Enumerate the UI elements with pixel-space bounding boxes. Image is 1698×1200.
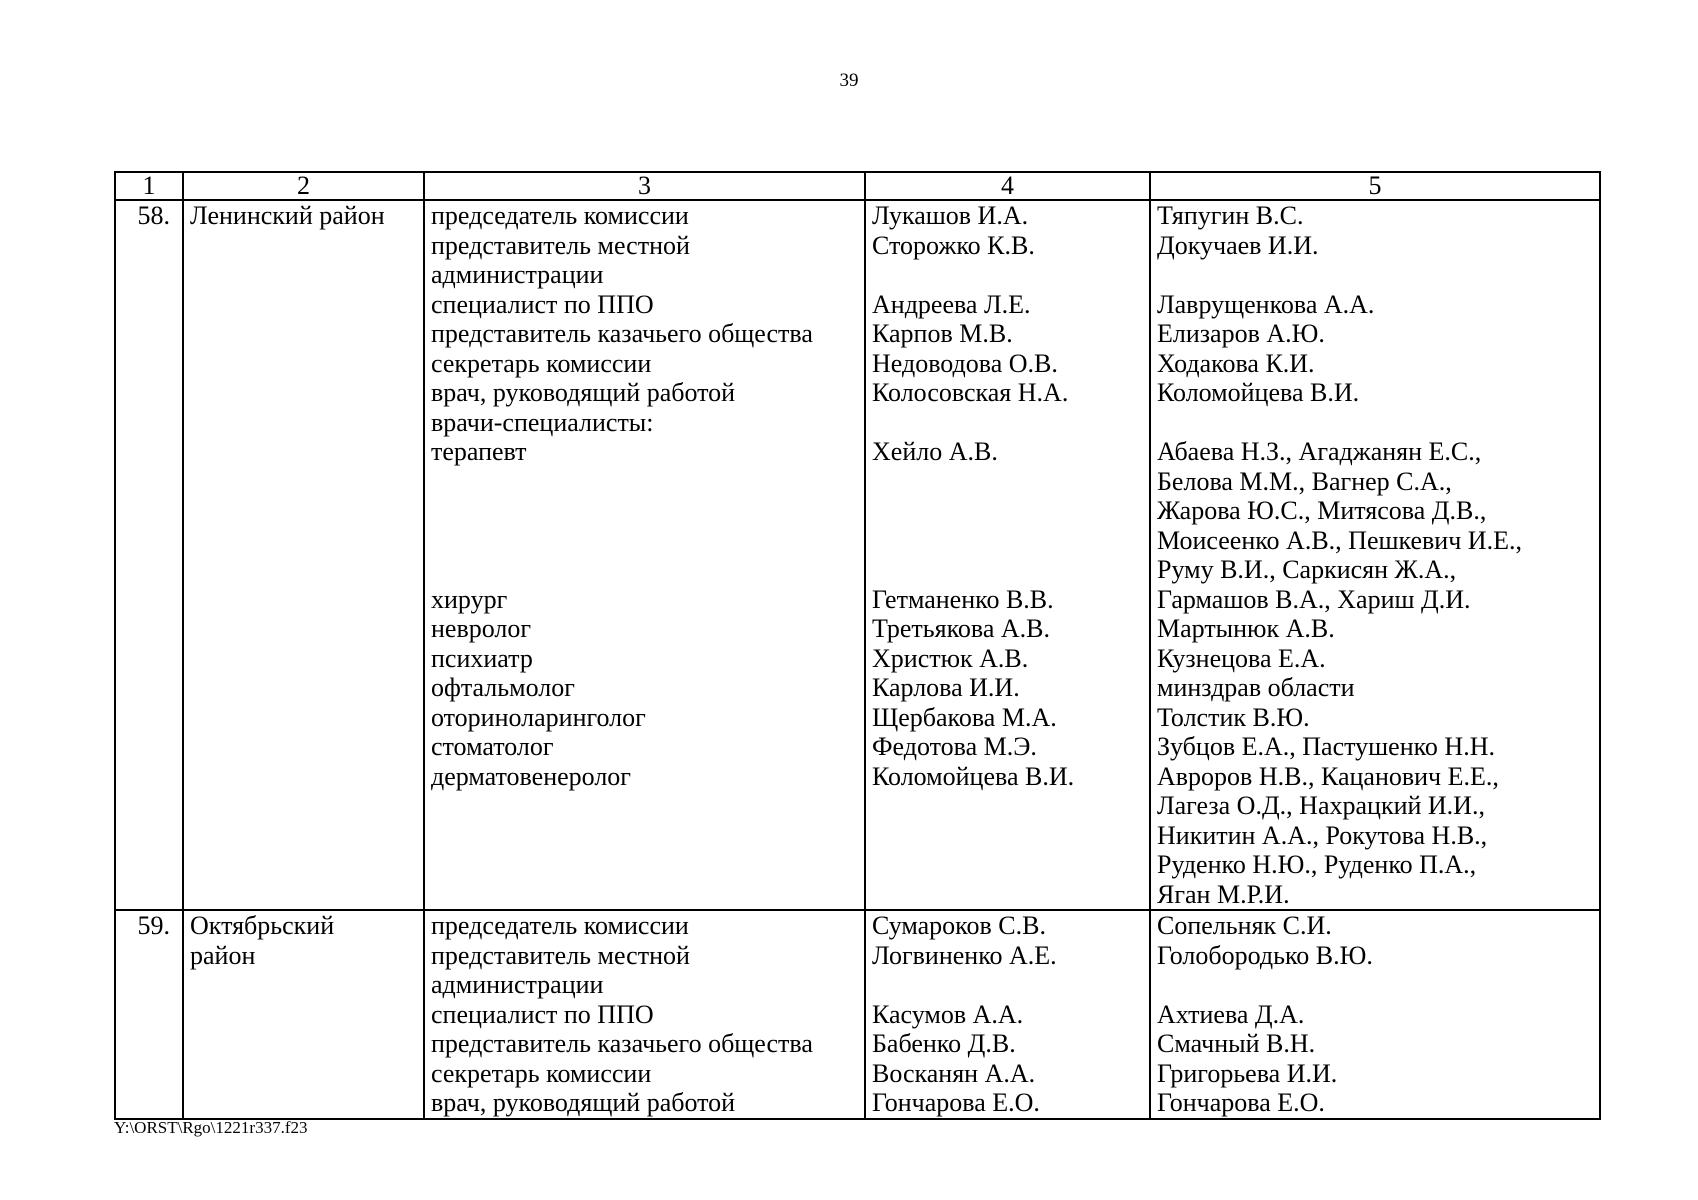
reserve-line: Коломойцева В.И.: [1157, 378, 1360, 407]
member-line: [872, 408, 1149, 438]
district-cell: [183, 200, 424, 910]
reserve-line: Моисеенко А.В., Пешкевич И.Е.,: [1157, 525, 1522, 555]
column-number: 1: [115, 172, 183, 200]
reserve-line: Голобородько В.Ю.: [1157, 940, 1373, 970]
member-line: Федотова М.Э.: [872, 732, 1037, 761]
reserve-line: Лаврущенкова А.А.: [1157, 289, 1375, 319]
member-line: Карпов М.В.: [872, 319, 1013, 348]
roles-cell: [424, 200, 865, 910]
district-line: район: [190, 940, 256, 970]
role-line: [431, 467, 864, 497]
members-cell: [865, 200, 1150, 910]
role-line: [431, 850, 864, 880]
member-line: [872, 791, 1149, 821]
reserve-line: Толстик В.Ю.: [1157, 702, 1310, 732]
reserve-line: Белова М.М., Вагнер С.А.,: [1157, 466, 1452, 496]
reserve-line: Гармашов В.А., Хариш Д.И.: [1157, 584, 1471, 614]
role-line: представитель казачьего общества: [431, 319, 813, 348]
reserve-line: [1157, 260, 1599, 290]
member-line: Хейло А.В.: [872, 437, 998, 466]
footer-file-path: Y:\ORST\Rgo\1221r337.f23: [114, 1118, 308, 1137]
reserve-line: Докучаев И.И.: [1157, 230, 1319, 260]
member-line: Щербакова М.А.: [872, 702, 1057, 732]
table-body: [115, 172, 1600, 1119]
member-line: [872, 496, 1149, 526]
reserve-line: минздрав области: [1157, 673, 1355, 702]
reserve-line: Лагеза О.Д., Нахрацкий И.И.,: [1157, 791, 1485, 820]
member-line: Христюк А.В.: [872, 643, 1029, 673]
reserve-line: Никитин А.А., Рокутова Н.В.,: [1157, 820, 1488, 850]
reserve-line: Авроров Н.В., Кацанович Е.Е.,: [1157, 761, 1499, 791]
role-line: представитель местной: [431, 940, 690, 970]
row-number: 59.: [115, 910, 183, 1119]
member-line: Коломойцева В.И.: [872, 761, 1075, 791]
reserve-line: Мартынюк А.В.: [1157, 614, 1335, 643]
column-number: 3: [424, 172, 865, 200]
member-line: [872, 880, 1149, 910]
column-number: 5: [1150, 172, 1600, 200]
role-line: оториноларинголог: [431, 702, 646, 732]
member-line: [872, 821, 1149, 851]
member-line: Касумов А.А.: [872, 999, 1024, 1029]
member-line: [872, 260, 1149, 290]
reserve-line: Смачный В.Н.: [1157, 1029, 1316, 1058]
role-line: невролог: [431, 614, 532, 643]
role-line: врач, руководящий работой: [431, 1088, 736, 1117]
member-line: Гетманенко В.В.: [872, 584, 1054, 614]
column-number: 4: [865, 172, 1150, 200]
district-line: Ленинский район: [190, 201, 385, 230]
reserve-line: [1157, 970, 1599, 1000]
reserve-line: Тяпугин В.С.: [1157, 201, 1304, 230]
reserve-line: Руму В.И., Саркисян Ж.А.,: [1157, 555, 1457, 584]
role-line: врач, руководящий работой: [431, 378, 736, 407]
role-line: [431, 526, 864, 556]
member-line: Карлова И.И.: [872, 673, 1020, 702]
role-line: специалист по ППО: [431, 999, 654, 1029]
district-cell: [183, 910, 424, 1119]
reserves-cell: [1150, 910, 1600, 1119]
reserve-line: [1157, 408, 1599, 438]
member-line: [872, 526, 1149, 556]
member-line: [872, 555, 1149, 585]
role-line: администрации: [431, 970, 604, 999]
role-line: дерматовенеролог: [431, 761, 631, 791]
role-line: офтальмолог: [431, 673, 575, 702]
district-line: Октябрьский: [190, 911, 335, 940]
role-line: [431, 821, 864, 851]
member-line: Третьякова А.В.: [872, 614, 1051, 643]
role-line: [431, 555, 864, 585]
reserve-line: Гончарова Е.О.: [1157, 1088, 1325, 1117]
commission-table-wrapper: [114, 171, 1601, 1120]
member-line: Восканян А.А.: [872, 1058, 1036, 1088]
role-line: представитель местной: [431, 230, 690, 260]
role-line: хирург: [431, 584, 508, 614]
member-line: Бабенко Д.В.: [872, 1029, 1016, 1058]
member-line: Андреева Л.Е.: [872, 289, 1031, 319]
reserve-line: Сопельняк С.И.: [1157, 911, 1332, 940]
member-line: Гончарова Е.О.: [872, 1088, 1040, 1117]
member-line: [872, 850, 1149, 880]
roles-cell: [424, 910, 865, 1119]
reserve-line: Абаева Н.З., Агаджанян Е.С.,: [1157, 437, 1482, 466]
member-line: [872, 970, 1149, 1000]
role-line: [431, 880, 864, 910]
commission-table: [114, 171, 1601, 1120]
reserve-line: Ходакова К.И.: [1157, 348, 1315, 378]
role-line: председатель комиссии: [431, 201, 689, 230]
reserve-line: Руденко Н.Ю., Руденко П.А.,: [1157, 850, 1477, 879]
member-line: [872, 467, 1149, 497]
members-cell: [865, 910, 1150, 1119]
role-line: представитель казачьего общества: [431, 1029, 813, 1058]
member-line: Сумароков С.В.: [872, 911, 1046, 940]
role-line: психиатр: [431, 643, 533, 673]
role-line: [431, 791, 864, 821]
row-number: 58.: [115, 200, 183, 910]
reserve-line: Ахтиева Д.А.: [1157, 999, 1305, 1029]
member-line: Колосовская Н.А.: [872, 378, 1069, 407]
role-line: терапевт: [431, 437, 527, 466]
reserve-line: Елизаров А.Ю.: [1157, 319, 1325, 348]
column-numbers-row: [115, 172, 1600, 200]
reserve-line: Жарова Ю.С., Митясова Д.В.,: [1157, 496, 1487, 525]
role-line: председатель комиссии: [431, 911, 689, 940]
reserves-cell: [1150, 200, 1600, 910]
member-line: Сторожко К.В.: [872, 230, 1035, 260]
role-line: секретарь комиссии: [431, 1058, 652, 1088]
table-row: [115, 200, 1600, 910]
reserve-line: Григорьева И.И.: [1157, 1058, 1338, 1088]
role-line: стоматолог: [431, 732, 554, 761]
member-line: Лукашов И.А.: [872, 201, 1029, 230]
role-line: секретарь комиссии: [431, 348, 652, 378]
role-line: [431, 496, 864, 526]
table-row: [115, 910, 1600, 1119]
column-number: 2: [183, 172, 424, 200]
reserve-line: Кузнецова Е.А.: [1157, 643, 1326, 673]
member-line: Недоводова О.В.: [872, 348, 1058, 378]
reserve-line: Зубцов Е.А., Пастушенко Н.Н.: [1157, 732, 1495, 761]
member-line: Логвиненко А.Е.: [872, 940, 1057, 970]
reserve-line: Яган М.Р.И.: [1157, 879, 1290, 909]
page-number: 39: [839, 70, 859, 91]
role-line: администрации: [431, 260, 604, 289]
role-line: специалист по ППО: [431, 289, 654, 319]
role-line: врачи-специалисты:: [431, 407, 654, 437]
